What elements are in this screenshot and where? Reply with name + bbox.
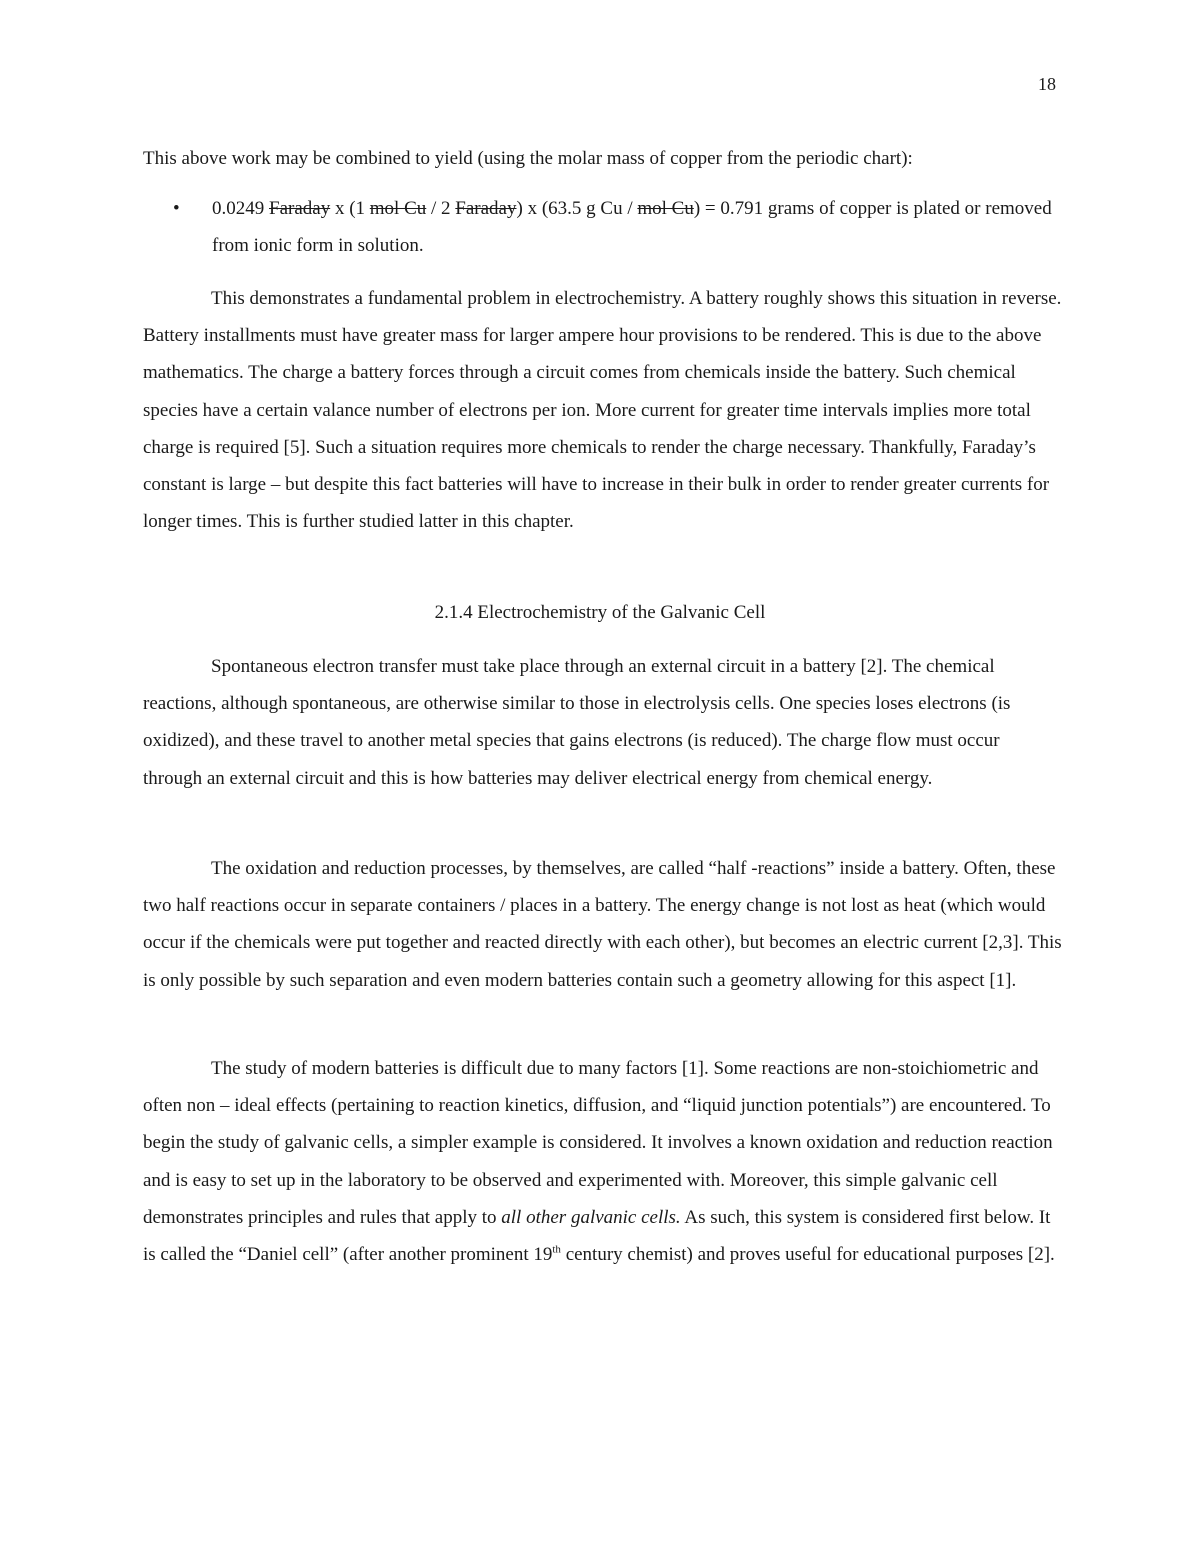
bullet-text-5: ) = 0.791 grams of copper is plated or removed from ionic form in solution. bbox=[212, 198, 1052, 257]
paragraph-4-text-a: The study of modern batteries is difficult due to many factors [1]. Some reactions are non-stoichiometric and often non – ideal effects (pertaining to reaction kinetics, diffusion, and “liquid junction potentials”) are encountered. To begin the study of galvanic cells, a simpler example is considered. It involves a known oxidation and reduction reaction and is easy to set up in the laboratory to be observed and experimented with. Moreover, this simple galvanic cell demonstrates principles and rules that apply to bbox=[143, 1058, 1053, 1228]
paragraph-1: This demonstrates a fundamental problem in electrochemistry. A battery roughly shows this situation in reverse. Battery installments must have greater mass for larger ampere hour provisions to be rendered. This is due to the above mathematics. The charge a battery forces through a circuit comes from chemicals inside the battery. Such chemical species have a certain valance number of electrons per ion. More current for greater time intervals implies more total charge is required [5]. Such a situation requires more chemicals to render the charge necessary. Thankfully, Faraday’s constant is large – but despite this fact batteries will have to increase in their bulk in order to render greater currents for longer times. This is further studied latter in this chapter. bbox=[143, 288, 1062, 533]
bullet-text-4: ) x (63.5 g Cu / bbox=[516, 198, 638, 219]
bullet-marker: • bbox=[173, 198, 180, 219]
bullet-text-2: x (1 bbox=[330, 198, 370, 219]
paragraph-4-emphasis: all other galvanic cells. bbox=[501, 1206, 681, 1228]
page-number: 18 bbox=[1038, 74, 1056, 94]
bullet-text-3: / 2 bbox=[426, 198, 456, 219]
struck-unit-1: Faraday bbox=[269, 198, 331, 219]
paragraph-2: Spontaneous electron transfer must take place through an external circuit in a battery [2]. The chemical reactions, although spontaneous, are otherwise similar to those in electrolysis cells. One species loses electrons (is oxidized), and these travel to another metal species that gains electrons (is reduced). The charge flow must occur through an external circuit and this is how batteries may deliver electrical energy from chemical energy. bbox=[143, 656, 1011, 789]
paragraph-4-text-b: As such, this system is considered first below. It is called the “Daniel cell” (after another prominent 19 bbox=[143, 1206, 1051, 1266]
intro-text: This above work may be combined to yield (using the molar mass of copper from the periodic chart): bbox=[143, 148, 913, 169]
bullet-text bbox=[212, 190, 1063, 264]
struck-unit-3: Faraday bbox=[455, 198, 517, 219]
bullet-item bbox=[143, 190, 1063, 264]
struck-unit-4: mol Cu bbox=[637, 198, 694, 219]
paragraph-4-text-c: century chemist) and proves useful for educational purposes [2]. bbox=[560, 1244, 1055, 1266]
section-heading: 2.1.4 Electrochemistry of the Galvanic Cell bbox=[434, 602, 766, 623]
paragraph-3: The oxidation and reduction processes, by themselves, are called “half -reactions” inside a battery. Often, these two half reactions occur in separate containers / places in a battery. The energy change is not lost as heat (which would occur if the chemicals were put together and reacted directly with each other), but becomes an electric current [2,3]. This is only possible by such separation and even modern batteries contain such a geometry allowing for this aspect [1]. bbox=[143, 858, 1062, 991]
bullet-text-1: 0.0249 bbox=[212, 198, 269, 219]
paragraph-4 bbox=[143, 1050, 1063, 1273]
ordinal-superscript: th bbox=[552, 1243, 561, 1256]
struck-unit-2: mol Cu bbox=[369, 198, 427, 219]
